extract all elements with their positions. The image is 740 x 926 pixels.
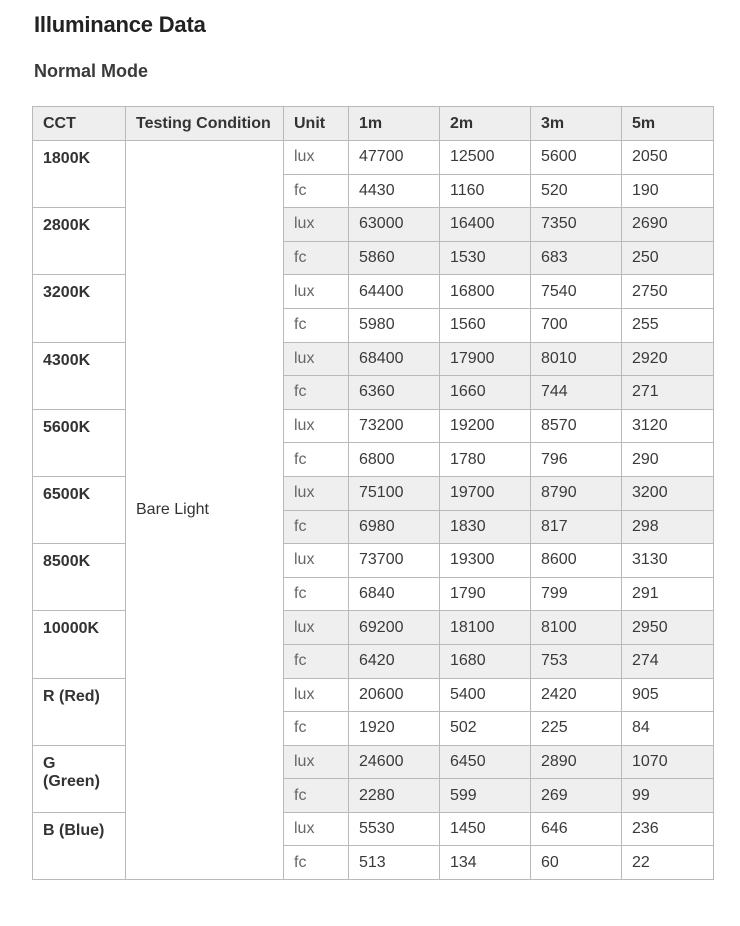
- unit-cell: lux: [284, 678, 349, 712]
- value-cell: 3130: [622, 544, 714, 578]
- cct-cell: B (Blue): [33, 812, 126, 879]
- cct-cell: 10000K: [33, 611, 126, 678]
- value-cell: 8570: [531, 409, 622, 443]
- value-cell: 19200: [440, 409, 531, 443]
- unit-cell: fc: [284, 846, 349, 880]
- value-cell: 22: [622, 846, 714, 880]
- header-5m: 5m: [622, 107, 714, 141]
- header-cct: CCT: [33, 107, 126, 141]
- value-cell: 291: [622, 577, 714, 611]
- cct-cell: 4300K: [33, 342, 126, 409]
- value-cell: 1160: [440, 174, 531, 208]
- value-cell: 1790: [440, 577, 531, 611]
- value-cell: 250: [622, 241, 714, 275]
- value-cell: 796: [531, 443, 622, 477]
- value-cell: 502: [440, 712, 531, 746]
- value-cell: 7540: [531, 275, 622, 309]
- unit-cell: lux: [284, 476, 349, 510]
- value-cell: 3120: [622, 409, 714, 443]
- cct-cell: G (Green): [33, 745, 126, 812]
- testing-condition-cell: Bare Light: [126, 141, 284, 880]
- unit-cell: fc: [284, 510, 349, 544]
- value-cell: 6840: [349, 577, 440, 611]
- value-cell: 2280: [349, 779, 440, 813]
- value-cell: 7350: [531, 208, 622, 242]
- value-cell: 1780: [440, 443, 531, 477]
- unit-cell: fc: [284, 712, 349, 746]
- value-cell: 599: [440, 779, 531, 813]
- cct-cell: 5600K: [33, 409, 126, 476]
- value-cell: 8600: [531, 544, 622, 578]
- unit-cell: fc: [284, 241, 349, 275]
- value-cell: 64400: [349, 275, 440, 309]
- value-cell: 6360: [349, 376, 440, 410]
- value-cell: 271: [622, 376, 714, 410]
- value-cell: 6800: [349, 443, 440, 477]
- unit-cell: fc: [284, 174, 349, 208]
- value-cell: 255: [622, 308, 714, 342]
- value-cell: 799: [531, 577, 622, 611]
- value-cell: 6420: [349, 644, 440, 678]
- value-cell: 520: [531, 174, 622, 208]
- value-cell: 8790: [531, 476, 622, 510]
- unit-cell: fc: [284, 308, 349, 342]
- unit-cell: lux: [284, 342, 349, 376]
- value-cell: 236: [622, 812, 714, 846]
- value-cell: 73200: [349, 409, 440, 443]
- cct-cell: 8500K: [33, 544, 126, 611]
- value-cell: 69200: [349, 611, 440, 645]
- cct-cell: 2800K: [33, 208, 126, 275]
- value-cell: 19700: [440, 476, 531, 510]
- value-cell: 1660: [440, 376, 531, 410]
- value-cell: 269: [531, 779, 622, 813]
- value-cell: 18100: [440, 611, 531, 645]
- value-cell: 646: [531, 812, 622, 846]
- value-cell: 47700: [349, 141, 440, 175]
- unit-cell: lux: [284, 611, 349, 645]
- value-cell: 84: [622, 712, 714, 746]
- value-cell: 1920: [349, 712, 440, 746]
- value-cell: 5400: [440, 678, 531, 712]
- unit-cell: lux: [284, 275, 349, 309]
- illuminance-table: [32, 106, 714, 880]
- value-cell: 2750: [622, 275, 714, 309]
- value-cell: 290: [622, 443, 714, 477]
- value-cell: 5530: [349, 812, 440, 846]
- value-cell: 134: [440, 846, 531, 880]
- value-cell: 63000: [349, 208, 440, 242]
- header-testing-condition: Testing Condition: [126, 107, 284, 141]
- value-cell: 2050: [622, 141, 714, 175]
- value-cell: 99: [622, 779, 714, 813]
- value-cell: 3200: [622, 476, 714, 510]
- table-header-row: [33, 107, 714, 141]
- value-cell: 905: [622, 678, 714, 712]
- value-cell: 8100: [531, 611, 622, 645]
- value-cell: 75100: [349, 476, 440, 510]
- header-unit: Unit: [284, 107, 349, 141]
- value-cell: 73700: [349, 544, 440, 578]
- value-cell: 20600: [349, 678, 440, 712]
- section-subtitle: Normal Mode: [34, 61, 149, 81]
- value-cell: 513: [349, 846, 440, 880]
- value-cell: 2920: [622, 342, 714, 376]
- value-cell: 190: [622, 174, 714, 208]
- value-cell: 744: [531, 376, 622, 410]
- value-cell: 60: [531, 846, 622, 880]
- table-body: [33, 141, 714, 880]
- cct-cell: R (Red): [33, 678, 126, 745]
- unit-cell: fc: [284, 577, 349, 611]
- value-cell: 6450: [440, 745, 531, 779]
- value-cell: 5860: [349, 241, 440, 275]
- unit-cell: lux: [284, 812, 349, 846]
- value-cell: 753: [531, 644, 622, 678]
- value-cell: 683: [531, 241, 622, 275]
- unit-cell: lux: [284, 745, 349, 779]
- value-cell: 274: [622, 644, 714, 678]
- value-cell: 8010: [531, 342, 622, 376]
- unit-cell: fc: [284, 376, 349, 410]
- unit-cell: lux: [284, 141, 349, 175]
- unit-cell: fc: [284, 779, 349, 813]
- value-cell: 817: [531, 510, 622, 544]
- header-3m: 3m: [531, 107, 622, 141]
- value-cell: 700: [531, 308, 622, 342]
- value-cell: 1680: [440, 644, 531, 678]
- unit-cell: lux: [284, 409, 349, 443]
- header-1m: 1m: [349, 107, 440, 141]
- value-cell: 4430: [349, 174, 440, 208]
- value-cell: 6980: [349, 510, 440, 544]
- page-title: Illuminance Data: [34, 12, 206, 37]
- value-cell: 68400: [349, 342, 440, 376]
- value-cell: 2690: [622, 208, 714, 242]
- value-cell: 225: [531, 712, 622, 746]
- value-cell: 19300: [440, 544, 531, 578]
- value-cell: 5600: [531, 141, 622, 175]
- value-cell: 5980: [349, 308, 440, 342]
- unit-cell: lux: [284, 208, 349, 242]
- cct-cell: 6500K: [33, 476, 126, 543]
- value-cell: 1830: [440, 510, 531, 544]
- value-cell: 24600: [349, 745, 440, 779]
- header-2m: 2m: [440, 107, 531, 141]
- value-cell: 16800: [440, 275, 531, 309]
- unit-cell: lux: [284, 544, 349, 578]
- value-cell: 17900: [440, 342, 531, 376]
- value-cell: 2420: [531, 678, 622, 712]
- value-cell: 16400: [440, 208, 531, 242]
- value-cell: 298: [622, 510, 714, 544]
- value-cell: 1070: [622, 745, 714, 779]
- unit-cell: fc: [284, 644, 349, 678]
- cct-cell: 1800K: [33, 141, 126, 208]
- cct-cell: 3200K: [33, 275, 126, 342]
- value-cell: 1560: [440, 308, 531, 342]
- value-cell: 1530: [440, 241, 531, 275]
- value-cell: 2950: [622, 611, 714, 645]
- value-cell: 2890: [531, 745, 622, 779]
- unit-cell: fc: [284, 443, 349, 477]
- value-cell: 1450: [440, 812, 531, 846]
- table-row: [33, 141, 714, 175]
- value-cell: 12500: [440, 141, 531, 175]
